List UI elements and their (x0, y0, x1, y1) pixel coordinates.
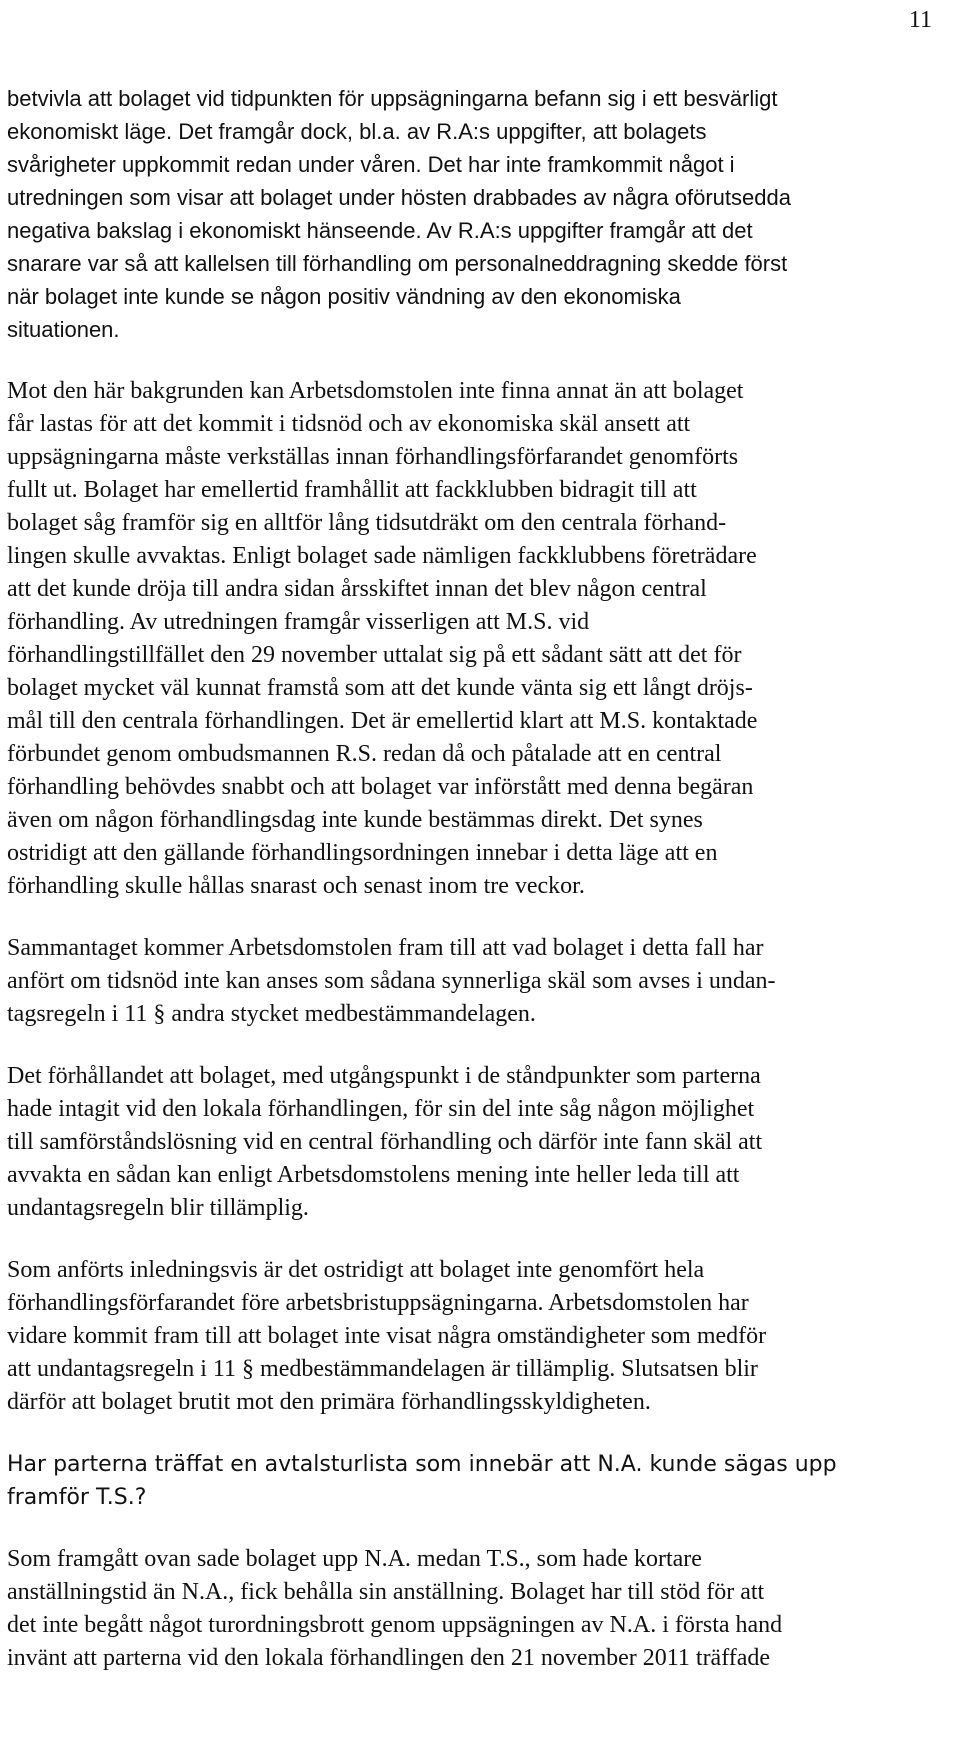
paragraph (7, 82, 947, 346)
text-line: förbundet genom ombudsmannen R.S. redan då och påtalade att en central (7, 741, 722, 767)
text-line: det inte begått något turordningsbrott genom uppsägningen av N.A. i första hand (7, 1612, 783, 1638)
text-line: förhandlingstillfället den 29 november uttalat sig på ett sådant sätt att det för (7, 642, 742, 668)
text-line: förhandlingsförfarandet före arbetsbristuppsägningarna. Arbetsdomstolen har (7, 1290, 749, 1316)
text-line: förhandling. Av utredningen framgår visserligen att M.S. vid (7, 609, 590, 635)
text-line: undantagsregeln blir tillämplig. (7, 1195, 309, 1221)
text-line: utredningen som visar att bolaget under hösten drabbades av några oförutsedda (7, 185, 791, 210)
text-line: uppsägningarna måste verkställas innan förhandlingsförfarandet genomförts (7, 444, 739, 470)
text-line: Det förhållandet att bolaget, med utgångspunkt i de ståndpunkter som parterna (7, 1063, 761, 1089)
text-line: mål till den centrala förhandlingen. Det är emellertid klart att M.S. kontaktade (7, 708, 758, 734)
document-body (7, 82, 947, 1706)
text-line: avvakta en sådan kan enligt Arbetsdomstolens mening inte heller leda till att (7, 1162, 740, 1188)
text-line: invänt att parterna vid den lokala förhandlingen den 21 november 2011 träffade (7, 1645, 771, 1671)
text-line: lingen skulle avvaktas. Enligt bolaget sade nämligen fackklubbens företrädare (7, 543, 757, 569)
text-line: Som anförts inledningsvis är det ostridigt att bolaget inte genomfört hela (7, 1257, 705, 1283)
paragraph (7, 1448, 947, 1514)
paragraph (7, 932, 947, 1031)
text-line: ekonomiskt läge. Det framgår dock, bl.a. av R.A:s uppgifter, att bolagets (7, 119, 707, 144)
paragraph (7, 375, 947, 903)
text-line: får lastas för att det kommit i tidsnöd och av ekonomiska skäl ansett att (7, 411, 691, 437)
paragraph (7, 1254, 947, 1419)
text-line: anfört om tidsnöd inte kan anses som sådana synnerliga skäl som avses i undan- (7, 968, 776, 994)
text-line: bolaget såg framför sig en alltför lång tidsutdräkt om den centrala förhand- (7, 510, 727, 536)
text-line: bolaget mycket väl kunnat framstå som att det kunde vänta sig ett långt dröjs- (7, 675, 753, 701)
text-line: negativa bakslag i ekonomiskt hänseende. Av R.A:s uppgifter framgår att det (7, 218, 753, 243)
paragraph (7, 1543, 947, 1675)
text-line: ostridigt att den gällande förhandlingsordningen innebar i detta läge att en (7, 840, 718, 866)
text-line: även om någon förhandlingsdag inte kunde bestämmas direkt. Det synes (7, 807, 703, 833)
text-line: betvivla att bolaget vid tidpunkten för uppsägningarna befann sig i ett besvärligt (7, 86, 778, 111)
text-line: fullt ut. Bolaget har emellertid framhållit att fackklubben bidragit till att (7, 477, 697, 503)
text-line: framför T.S.? (7, 1485, 147, 1510)
text-line: situationen. (7, 317, 120, 342)
text-line: förhandling skulle hållas snarast och senast inom tre veckor. (7, 873, 585, 899)
text-line: snarare var så att kallelsen till förhandling om personalneddragning skedde först (7, 251, 788, 276)
page-number: 11 (908, 7, 932, 33)
text-line: vidare kommit fram till att bolaget inte visat några omständigheter som medför (7, 1323, 767, 1349)
text-line: anställningstid än N.A., fick behålla sin anställning. Bolaget har till stöd för att (7, 1579, 765, 1605)
text-line: till samförståndslösning vid en central förhandling och därför inte fann skäl att (7, 1129, 763, 1155)
text-line: Sammantaget kommer Arbetsdomstolen fram till att vad bolaget i detta fall har (7, 935, 764, 961)
text-line: svårigheter uppkommit redan under våren. Det har inte framkommit något i (7, 152, 735, 177)
text-line: att undantagsregeln i 11 § medbestämmandelagen är tillämplig. Slutsatsen blir (7, 1356, 758, 1382)
text-line: hade intagit vid den lokala förhandlingen, för sin del inte såg någon möjlighet (7, 1096, 755, 1122)
text-line: att det kunde dröja till andra sidan årsskiftet innan det blev någon central (7, 576, 707, 602)
text-line: Mot den här bakgrunden kan Arbetsdomstolen inte finna annat än att bolaget (7, 378, 744, 404)
text-line: tagsregeln i 11 § andra stycket medbestämmandelagen. (7, 1001, 536, 1027)
paragraph (7, 1060, 947, 1225)
text-line: när bolaget inte kunde se någon positiv vändning av den ekonomiska (7, 284, 681, 309)
text-line: därför att bolaget brutit mot den primära förhandlingsskyldigheten. (7, 1389, 651, 1415)
text-line: Som framgått ovan sade bolaget upp N.A. medan T.S., som hade kortare (7, 1546, 702, 1572)
text-line: Har parterna träffat en avtalsturlista som innebär att N.A. kunde sägas upp (7, 1452, 837, 1477)
text-line: förhandling behövdes snabbt och att bolaget var införstått med denna begäran (7, 774, 754, 800)
